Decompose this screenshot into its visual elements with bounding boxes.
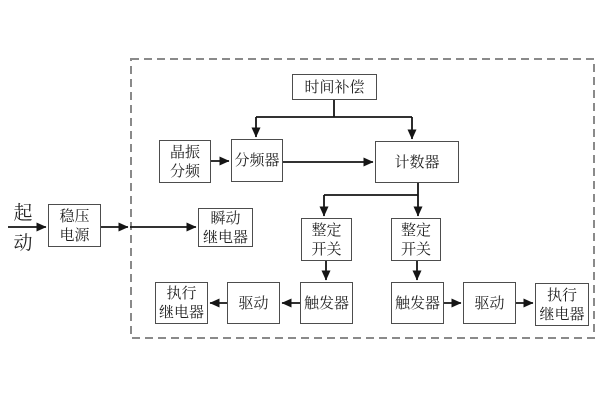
box-exec-relay-left — [155, 282, 208, 324]
box-frequency-divider — [231, 139, 283, 182]
box-trigger-left-label: 触发器 — [303, 294, 349, 312]
box-drive-right — [463, 282, 516, 324]
box-exec-relay-right-line2: 继电器 — [539, 305, 585, 323]
box-instantaneous-relay-line1: 瞬动 — [210, 209, 241, 227]
start-label-line1: 起 — [13, 203, 33, 224]
box-drive-left — [227, 282, 280, 324]
start-label — [7, 199, 39, 259]
box-setting-switch-right-line2: 开关 — [400, 240, 431, 258]
box-drive-left-label: 驱动 — [238, 294, 269, 312]
box-trigger-left — [300, 282, 353, 324]
wire-counter-tee — [324, 183, 418, 195]
box-exec-relay-right-line1: 执行 — [546, 286, 577, 304]
box-trigger-right — [391, 282, 444, 324]
box-frequency-divider-label: 分频器 — [234, 152, 280, 169]
box-drive-right-label: 驱动 — [474, 294, 505, 312]
wire-time-compensation-tee — [256, 100, 412, 117]
box-counter — [375, 141, 459, 183]
box-voltage-regulator-line1: 稳压 — [59, 207, 90, 225]
box-voltage-regulator-line2: 电源 — [59, 226, 90, 244]
box-setting-switch-left-line2: 开关 — [311, 240, 342, 258]
box-instantaneous-relay-line2: 继电器 — [202, 228, 248, 246]
box-crystal-line1: 晶振 — [169, 143, 200, 161]
box-exec-relay-right — [535, 283, 589, 326]
box-time-compensation-label: 时间补偿 — [304, 78, 365, 96]
box-setting-switch-left — [301, 218, 352, 261]
box-exec-relay-left-line2: 继电器 — [158, 304, 204, 321]
box-setting-switch-right — [391, 218, 441, 261]
box-setting-switch-right-line1: 整定 — [400, 221, 431, 239]
box-instantaneous-relay — [198, 208, 253, 247]
box-counter-label: 计数器 — [394, 153, 440, 171]
box-crystal-oscillator-divider — [159, 140, 211, 183]
box-setting-switch-left-line1: 整定 — [311, 221, 342, 239]
box-exec-relay-left-line1: 执行 — [166, 285, 197, 302]
box-time-compensation — [292, 74, 377, 100]
start-label-line2: 动 — [13, 233, 33, 254]
box-trigger-right-label: 触发器 — [394, 294, 440, 312]
box-crystal-line2: 分频 — [169, 162, 200, 180]
box-voltage-regulator — [48, 204, 101, 247]
